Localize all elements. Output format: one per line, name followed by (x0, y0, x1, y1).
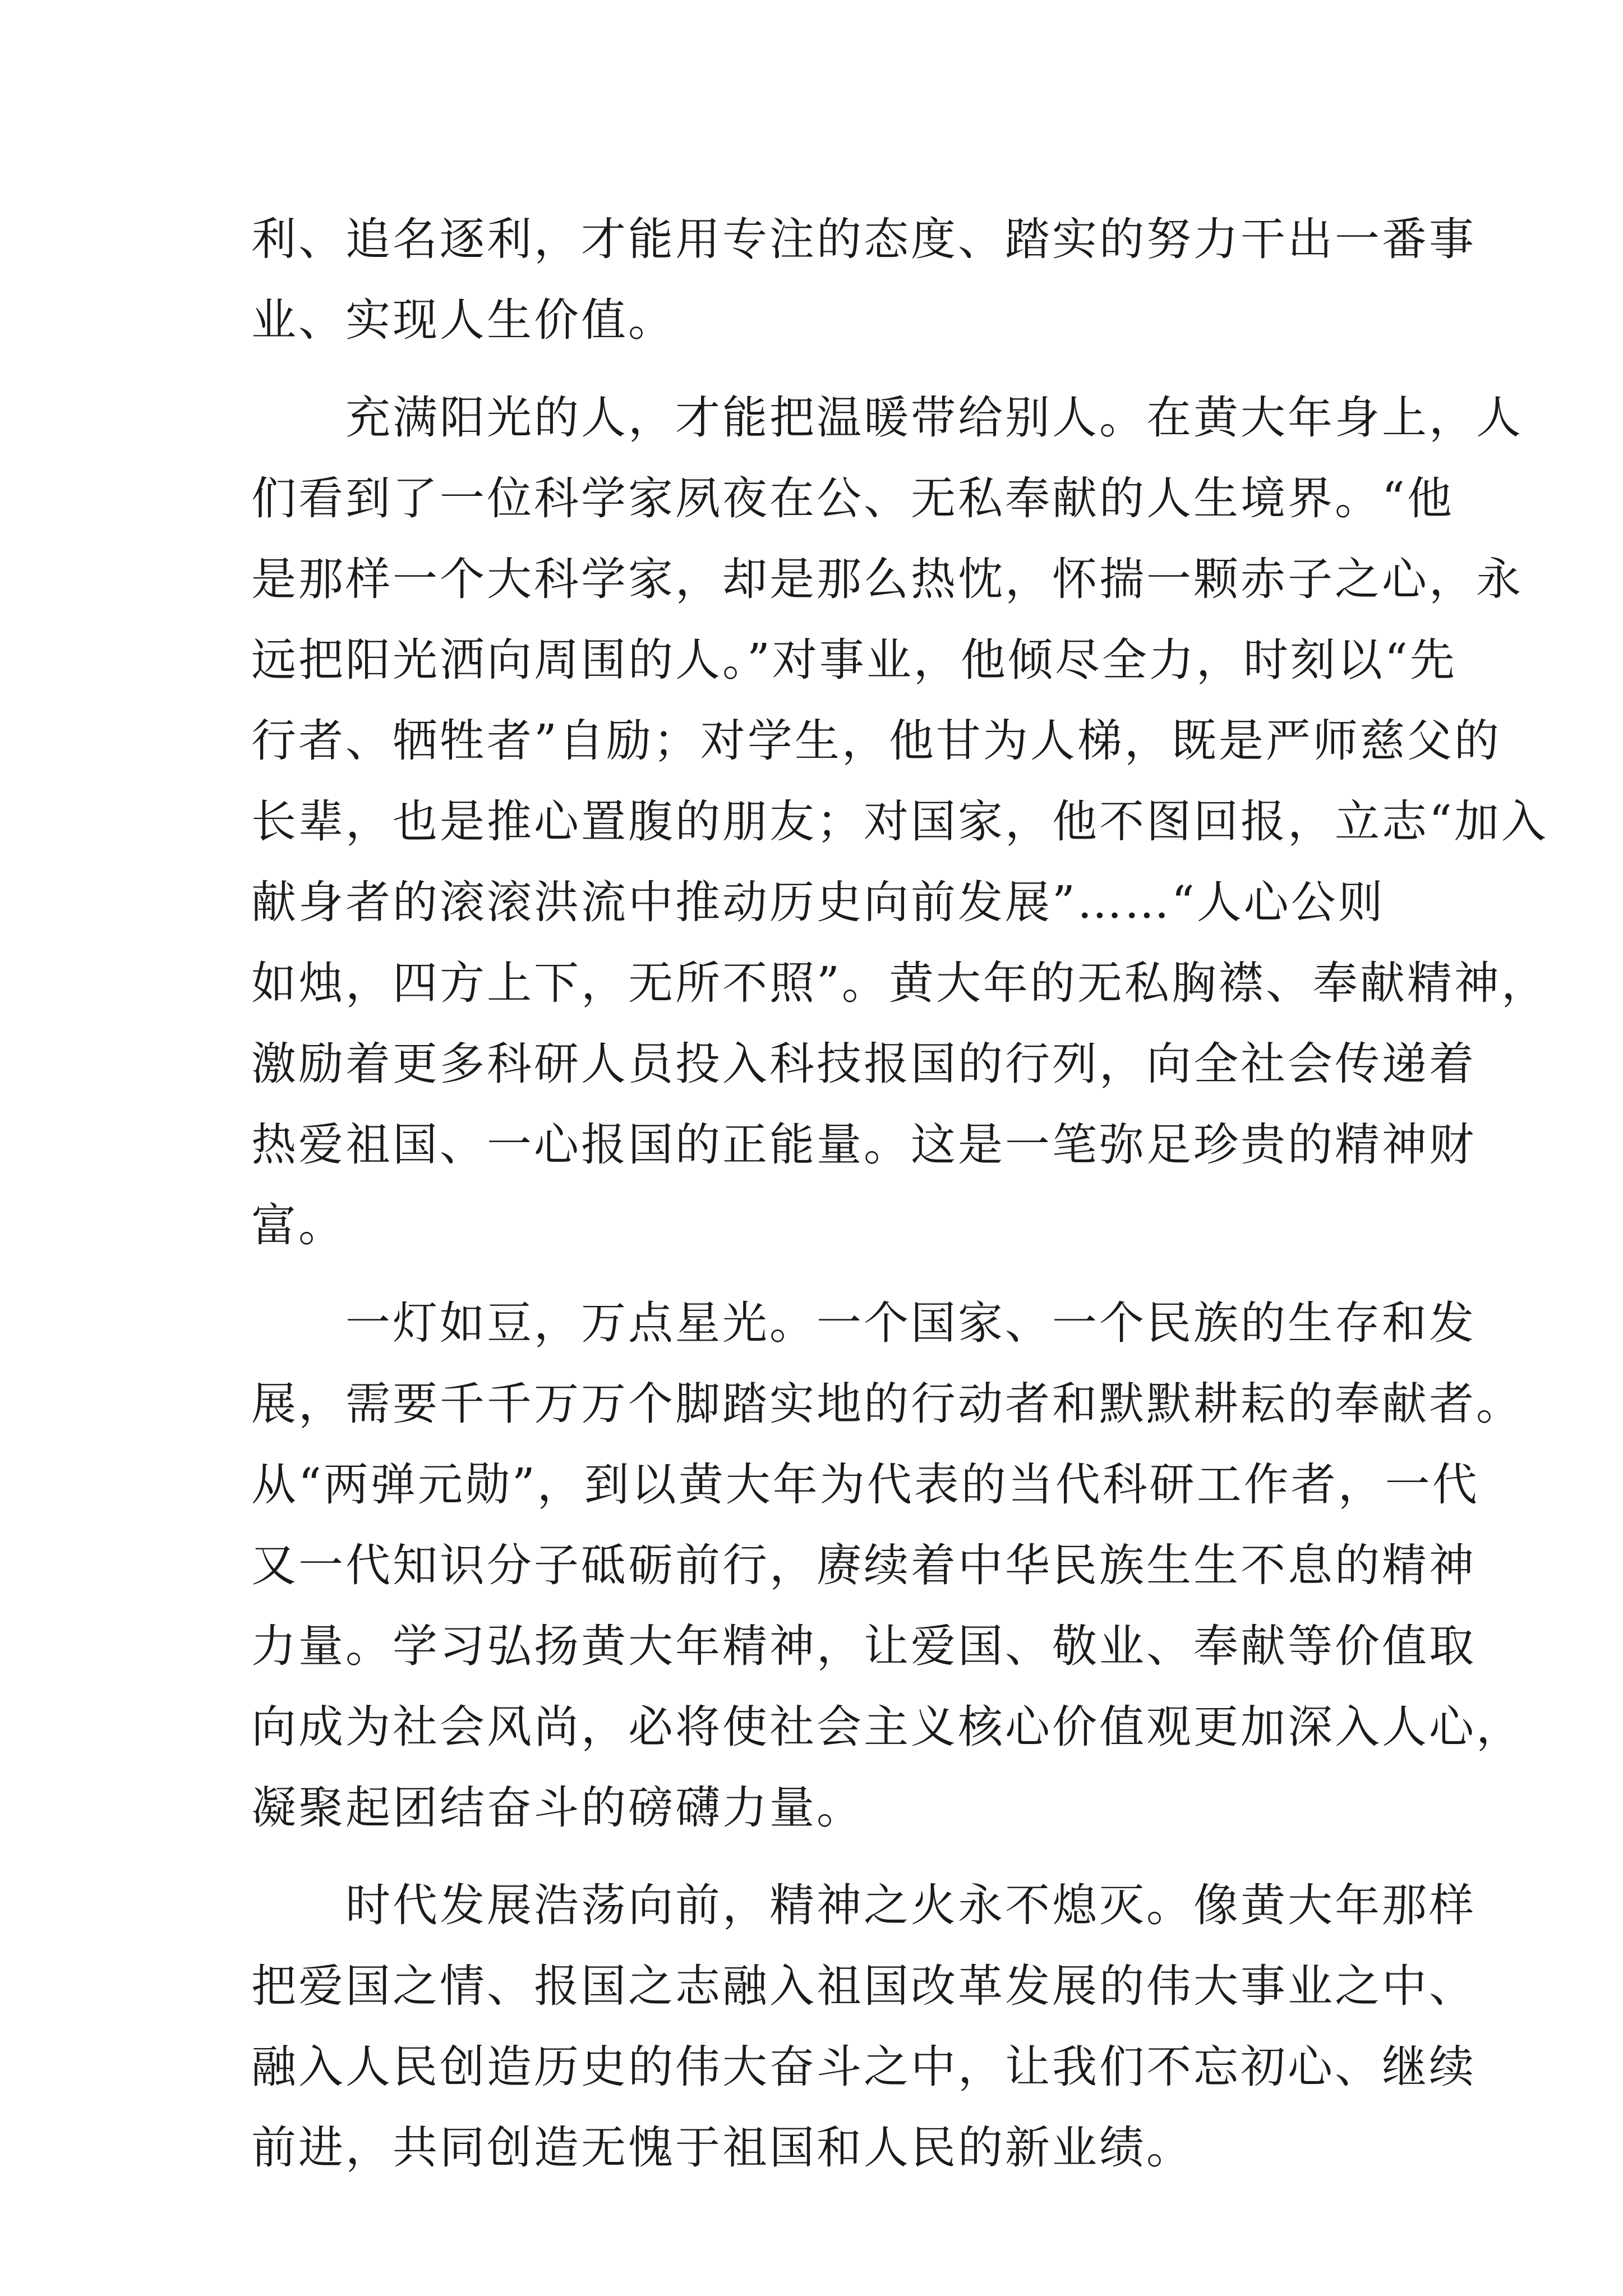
text-line: 又一代知识分子砥砺前行，赓续着中华民族生生不息的精神 (251, 1539, 1476, 1591)
article-body (251, 199, 1548, 2188)
paragraph-gap (251, 1848, 1378, 1865)
paragraph-3 (251, 1283, 1523, 1848)
text-line: 激励着更多科研人员投入科技报国的行列，向全社会传递着 (251, 1038, 1476, 1090)
paragraph-gap (251, 361, 1378, 378)
text-line: 一灯如豆，万点星光。一个国家、一个民族的生存和发 (251, 1297, 1476, 1349)
text-line: 如烛，四方上下，无所不照”。黄大年的无私胸襟、奉献精神， (251, 957, 1548, 1009)
text-line: 融入人民创造历史的伟大奋斗之中，让我们不忘初心、继续 (251, 2041, 1476, 2093)
text-line: 向成为社会风尚，必将使社会主义核心价值观更加深入人心， (251, 1701, 1523, 1753)
text-line: 充满阳光的人，才能把温暖带给别人。在黄大年身上，人 (251, 392, 1523, 444)
text-line: 富。 (251, 1199, 345, 1251)
text-line: 远把阳光洒向周围的人。”对事业，他倾尽全力，时刻以“先 (251, 634, 1457, 686)
text-line: 凝聚起团结奋斗的磅礴力量。 (251, 1782, 864, 1834)
paragraph-gap (251, 1266, 1378, 1283)
paragraph-2 (251, 378, 1548, 1266)
paragraph-4 (251, 1865, 1476, 2188)
text-line: 业、实现人生价值。 (251, 294, 675, 346)
text-line: 展，需要千千万万个脚踏实地的行动者和默默耕耘的奉献者。 (251, 1378, 1523, 1430)
text-line: 从“两弹元勋”，到以黄大年为代表的当代科研工作者，一代 (251, 1458, 1479, 1511)
text-line: 们看到了一位科学家夙夜在公、无私奉献的人生境界。“他 (251, 472, 1454, 524)
paragraph-1 (251, 199, 1476, 361)
text-line: 是那样一个大科学家，却是那么热忱，怀揣一颗赤子之心，永 (251, 553, 1523, 605)
text-line: 力量。学习弘扬黄大年精神，让爱国、敬业、奉献等价值取 (251, 1620, 1476, 1672)
text-line: 献身者的滚滚洪流中推动历史向前发展”……“人心公则 (251, 876, 1385, 928)
text-line: 行者、牺牲者”自励；对学生，他甘为人梯，既是严师慈父的 (251, 715, 1501, 767)
text-line: 把爱国之情、报国之志融入祖国改革发展的伟大事业之中、 (251, 1960, 1476, 2012)
text-line: 热爱祖国、一心报国的正能量。这是一笔弥足珍贵的精神财 (251, 1119, 1476, 1171)
text-line: 利、追名逐利，才能用专注的态度、踏实的努力干出一番事 (251, 213, 1476, 265)
text-line: 长辈，也是推心置腹的朋友；对国家，他不图回报，立志“加入 (251, 795, 1548, 848)
text-line: 前进，共同创造无愧于祖国和人民的新业绩。 (251, 2122, 1193, 2174)
text-line: 时代发展浩荡向前，精神之火永不熄灭。像黄大年那样 (251, 1879, 1476, 1931)
